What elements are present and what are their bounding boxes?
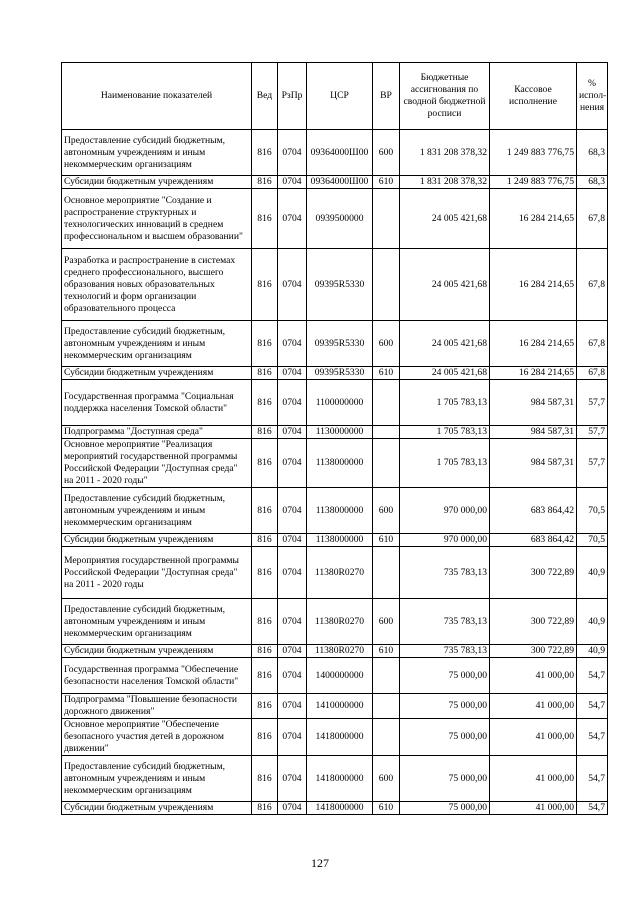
- cell-pct: 67,8: [577, 189, 608, 249]
- cell-csr: 1130000000: [307, 426, 373, 439]
- cell-rzpr: 0704: [278, 176, 307, 189]
- cell-cash: 683 864,42: [490, 488, 577, 534]
- cell-name: Субсидии бюджетным учреждениям: [62, 645, 252, 658]
- cell-cash: 683 864,42: [490, 534, 577, 547]
- cell-cash: 41 000,00: [490, 719, 577, 756]
- cell-ved: 816: [252, 130, 278, 176]
- cell-assign: 1 705 783,13: [400, 426, 490, 439]
- cell-rzpr: 0704: [278, 645, 307, 658]
- cell-assign: 735 783,13: [400, 547, 490, 599]
- cell-ved: 816: [252, 719, 278, 756]
- cell-rzpr: 0704: [278, 599, 307, 645]
- cell-csr: 1418000000: [307, 719, 373, 756]
- cell-rzpr: 0704: [278, 534, 307, 547]
- cell-vr: [373, 439, 400, 488]
- table-row: [62, 439, 608, 488]
- cell-assign: 24 005 421,68: [400, 189, 490, 249]
- cell-ved: 816: [252, 426, 278, 439]
- cell-assign: 1 705 783,13: [400, 380, 490, 426]
- cell-rzpr: 0704: [278, 321, 307, 367]
- cell-csr: 1410000000: [307, 694, 373, 719]
- cell-ved: 816: [252, 534, 278, 547]
- cell-pct: 54,7: [577, 658, 608, 694]
- cell-vr: [373, 380, 400, 426]
- cell-rzpr: 0704: [278, 802, 307, 815]
- cell-ved: 816: [252, 367, 278, 380]
- cell-name: Предоставление субсидий бюджетным, автономным учреждениям и иным некоммерческим организациям: [62, 599, 252, 645]
- cell-name: Подпрограмма "Повышение безопасности дорожного движения": [62, 694, 252, 719]
- cell-assign: 24 005 421,68: [400, 367, 490, 380]
- table-row: [62, 189, 608, 249]
- cell-rzpr: 0704: [278, 488, 307, 534]
- cell-pct: 40,9: [577, 645, 608, 658]
- cell-vr: [373, 658, 400, 694]
- cell-csr: 1418000000: [307, 802, 373, 815]
- cell-cash: 300 722,89: [490, 599, 577, 645]
- cell-vr: 600: [373, 756, 400, 802]
- cell-csr: 11380R0270: [307, 645, 373, 658]
- table-row: [62, 599, 608, 645]
- cell-name: Основное мероприятие "Реализация мероприятий государственной программы Российской Федерации "Доступная среда" на 2011 - 2020 годы": [62, 439, 252, 488]
- budget-table: [61, 62, 608, 815]
- cell-vr: 610: [373, 176, 400, 189]
- cell-pct: 70,5: [577, 534, 608, 547]
- cell-assign: 75 000,00: [400, 756, 490, 802]
- cell-assign: 1 831 208 378,32: [400, 176, 490, 189]
- table-row: [62, 645, 608, 658]
- cell-pct: 54,7: [577, 694, 608, 719]
- cell-vr: 610: [373, 645, 400, 658]
- cell-rzpr: 0704: [278, 249, 307, 321]
- cell-vr: [373, 426, 400, 439]
- cell-name: Основное мероприятие "Создание и распространение структурных и технологических инноваций в среднем профессиональном и высшем образовании": [62, 189, 252, 249]
- table-row: [62, 249, 608, 321]
- cell-csr: 09364000Ш00: [307, 130, 373, 176]
- cell-cash: 300 722,89: [490, 645, 577, 658]
- cell-name: Предоставление субсидий бюджетным, автономным учреждениям и иным некоммерческим организациям: [62, 321, 252, 367]
- table-row: [62, 176, 608, 189]
- table-row: [62, 756, 608, 802]
- cell-rzpr: 0704: [278, 380, 307, 426]
- cell-vr: [373, 249, 400, 321]
- table-row: [62, 658, 608, 694]
- table-row: [62, 367, 608, 380]
- cell-name: Государственная программа "Социальная поддержка населения Томской области": [62, 380, 252, 426]
- table-row: [62, 426, 608, 439]
- cell-cash: 41 000,00: [490, 658, 577, 694]
- cell-vr: [373, 694, 400, 719]
- cell-ved: 816: [252, 547, 278, 599]
- cell-ved: 816: [252, 756, 278, 802]
- table-header-row: [62, 63, 608, 130]
- cell-vr: 600: [373, 599, 400, 645]
- cell-assign: 24 005 421,68: [400, 249, 490, 321]
- cell-cash: 984 587,31: [490, 439, 577, 488]
- cell-ved: 816: [252, 599, 278, 645]
- cell-pct: 57,7: [577, 439, 608, 488]
- cell-pct: 54,7: [577, 719, 608, 756]
- cell-vr: 610: [373, 802, 400, 815]
- cell-ved: 816: [252, 658, 278, 694]
- header-rzpr: РзПр: [278, 63, 307, 130]
- cell-csr: 1138000000: [307, 488, 373, 534]
- cell-ved: 816: [252, 249, 278, 321]
- cell-ved: 816: [252, 439, 278, 488]
- cell-name: Предоставление субсидий бюджетным, автономным учреждениям и иным некоммерческим организациям: [62, 488, 252, 534]
- cell-csr: 1400000000: [307, 658, 373, 694]
- cell-vr: 600: [373, 130, 400, 176]
- cell-vr: [373, 547, 400, 599]
- table-row: [62, 547, 608, 599]
- cell-pct: 67,8: [577, 367, 608, 380]
- cell-csr: 09364000Ш00: [307, 176, 373, 189]
- cell-assign: 970 000,00: [400, 488, 490, 534]
- cell-assign: 75 000,00: [400, 802, 490, 815]
- cell-assign: 1 705 783,13: [400, 439, 490, 488]
- cell-csr: 1138000000: [307, 439, 373, 488]
- page-number: 127: [311, 856, 329, 870]
- cell-rzpr: 0704: [278, 719, 307, 756]
- cell-assign: 75 000,00: [400, 719, 490, 756]
- cell-rzpr: 0704: [278, 130, 307, 176]
- cell-assign: 75 000,00: [400, 694, 490, 719]
- cell-name: Основное мероприятие "Обеспечение безопасного участия детей в дорожном движении": [62, 719, 252, 756]
- cell-vr: 610: [373, 534, 400, 547]
- cell-pct: 68,3: [577, 176, 608, 189]
- cell-vr: 600: [373, 488, 400, 534]
- cell-name: Разработка и распространение в системах среднего профессионального, высшего образования новых образовательных технологий и форм организации образовательного процесса: [62, 249, 252, 321]
- cell-rzpr: 0704: [278, 367, 307, 380]
- cell-rzpr: 0704: [278, 547, 307, 599]
- cell-ved: 816: [252, 802, 278, 815]
- cell-ved: 816: [252, 488, 278, 534]
- cell-assign: 24 005 421,68: [400, 321, 490, 367]
- cell-cash: 300 722,89: [490, 547, 577, 599]
- cell-cash: 16 284 214,65: [490, 189, 577, 249]
- table-row: [62, 719, 608, 756]
- header-csr: ЦСР: [307, 63, 373, 130]
- cell-ved: 816: [252, 189, 278, 249]
- cell-pct: 54,7: [577, 802, 608, 815]
- table-row: [62, 488, 608, 534]
- cell-csr: 09395R5330: [307, 367, 373, 380]
- header-execution-percent: % испол-нения: [577, 63, 608, 130]
- table-body: [62, 130, 608, 815]
- header-ved: Вед: [252, 63, 278, 130]
- cell-csr: 09395R5330: [307, 249, 373, 321]
- cell-pct: 67,8: [577, 321, 608, 367]
- cell-vr: 610: [373, 367, 400, 380]
- cell-cash: 41 000,00: [490, 756, 577, 802]
- cell-pct: 70,5: [577, 488, 608, 534]
- cell-name: Субсидии бюджетным учреждениям: [62, 802, 252, 815]
- table-row: [62, 321, 608, 367]
- cell-vr: [373, 719, 400, 756]
- cell-assign: 735 783,13: [400, 645, 490, 658]
- cell-vr: [373, 189, 400, 249]
- cell-assign: 75 000,00: [400, 658, 490, 694]
- cell-ved: 816: [252, 176, 278, 189]
- table-row: [62, 802, 608, 815]
- cell-csr: 1100000000: [307, 380, 373, 426]
- cell-cash: 1 249 883 776,75: [490, 176, 577, 189]
- cell-cash: 16 284 214,65: [490, 367, 577, 380]
- cell-assign: 970 000,00: [400, 534, 490, 547]
- cell-cash: 16 284 214,65: [490, 249, 577, 321]
- cell-pct: 68,3: [577, 130, 608, 176]
- table-row: [62, 534, 608, 547]
- cell-pct: 54,7: [577, 756, 608, 802]
- header-name: Наименование показателей: [62, 63, 252, 130]
- cell-rzpr: 0704: [278, 189, 307, 249]
- cell-name: Субсидии бюджетным учреждениям: [62, 367, 252, 380]
- cell-ved: 816: [252, 321, 278, 367]
- cell-ved: 816: [252, 380, 278, 426]
- cell-vr: 600: [373, 321, 400, 367]
- cell-name: Государственная программа "Обеспечение безопасности населения Томской области": [62, 658, 252, 694]
- cell-pct: 40,9: [577, 547, 608, 599]
- header-vr: ВР: [373, 63, 400, 130]
- cell-name: Мероприятия государственной программы Российской Федерации "Доступная среда" на 2011 - 2020 годы: [62, 547, 252, 599]
- cell-assign: 1 831 208 378,32: [400, 130, 490, 176]
- cell-ved: 816: [252, 694, 278, 719]
- header-assignments: Бюджетные ассигнования по сводной бюджетной росписи: [400, 63, 490, 130]
- cell-pct: 57,7: [577, 426, 608, 439]
- cell-csr: 0939500000: [307, 189, 373, 249]
- cell-cash: 984 587,31: [490, 380, 577, 426]
- cell-csr: 09395R5330: [307, 321, 373, 367]
- cell-name: Подпрограмма "Доступная среда": [62, 426, 252, 439]
- cell-cash: 1 249 883 776,75: [490, 130, 577, 176]
- table-row: [62, 130, 608, 176]
- cell-cash: 41 000,00: [490, 694, 577, 719]
- header-cash-execution: Кассовое исполнение: [490, 63, 577, 130]
- cell-pct: 67,8: [577, 249, 608, 321]
- cell-csr: 1138000000: [307, 534, 373, 547]
- cell-name: Предоставление субсидий бюджетным, автономным учреждениям и иным некоммерческим организациям: [62, 756, 252, 802]
- cell-pct: 57,7: [577, 380, 608, 426]
- table-row: [62, 694, 608, 719]
- cell-rzpr: 0704: [278, 756, 307, 802]
- cell-rzpr: 0704: [278, 658, 307, 694]
- cell-cash: 41 000,00: [490, 802, 577, 815]
- cell-name: Субсидии бюджетным учреждениям: [62, 176, 252, 189]
- cell-csr: 11380R0270: [307, 599, 373, 645]
- cell-name: Субсидии бюджетным учреждениям: [62, 534, 252, 547]
- cell-cash: 16 284 214,65: [490, 321, 577, 367]
- cell-rzpr: 0704: [278, 439, 307, 488]
- cell-pct: 40,9: [577, 599, 608, 645]
- cell-rzpr: 0704: [278, 426, 307, 439]
- cell-assign: 735 783,13: [400, 599, 490, 645]
- cell-name: Предоставление субсидий бюджетным, автономным учреждениям и иным некоммерческим организациям: [62, 130, 252, 176]
- cell-cash: 984 587,31: [490, 426, 577, 439]
- table-row: [62, 380, 608, 426]
- cell-csr: 11380R0270: [307, 547, 373, 599]
- cell-ved: 816: [252, 645, 278, 658]
- cell-rzpr: 0704: [278, 694, 307, 719]
- cell-csr: 1418000000: [307, 756, 373, 802]
